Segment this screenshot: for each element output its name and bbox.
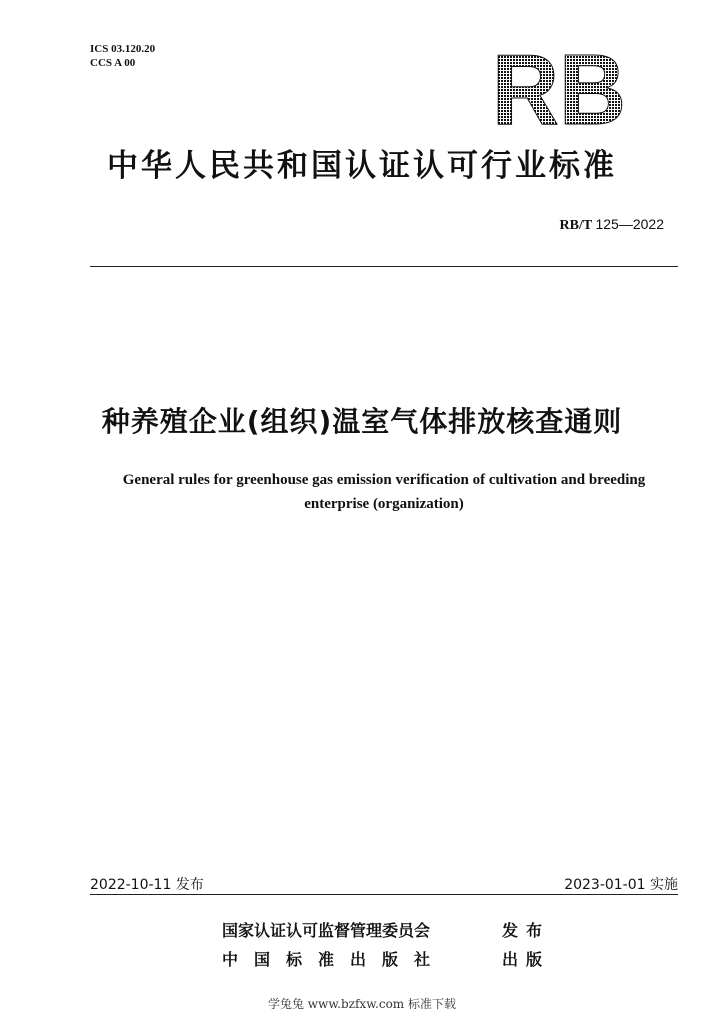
publishing-house: 中国标准出版社 [222,950,447,969]
implementation-date: 2023-01-01 实施 [564,877,678,893]
classification-codes [90,42,155,70]
rb-logo [492,44,626,128]
ccs-code: CCS A 00 [90,57,136,69]
english-title-line-2: enterprise (organization) [304,496,464,512]
standard-code-prefix: RB/T [559,218,592,233]
issue-date: 2022-10-11 发布 [90,877,204,893]
download-watermark: 学兔兔 www.bzfxw.com 标准下载 [267,997,457,1011]
chinese-title: 种养殖企业(组织)温室气体排放核查通则 [101,405,623,438]
rb-logo-text: RB [492,44,626,128]
header-divider [90,266,678,267]
publisher-row [222,947,550,970]
standard-code-number: 125—2022 [595,216,664,232]
issuing-organization: 国家认证认可监督管理委员会 [222,921,431,940]
publishing-action: 出版 [502,950,551,969]
standard-code [560,216,664,234]
english-title [84,468,684,516]
publisher-row [222,918,550,941]
issuing-action: 发布 [502,921,551,940]
ics-code: ICS 03.120.20 [90,43,156,55]
standard-type-title: 中华人民共和国认证认可行业标准 [107,148,617,184]
footer-divider [90,894,678,895]
english-title-line-1: General rules for greenhouse gas emission verification of cultivation and breeding [122,472,646,488]
